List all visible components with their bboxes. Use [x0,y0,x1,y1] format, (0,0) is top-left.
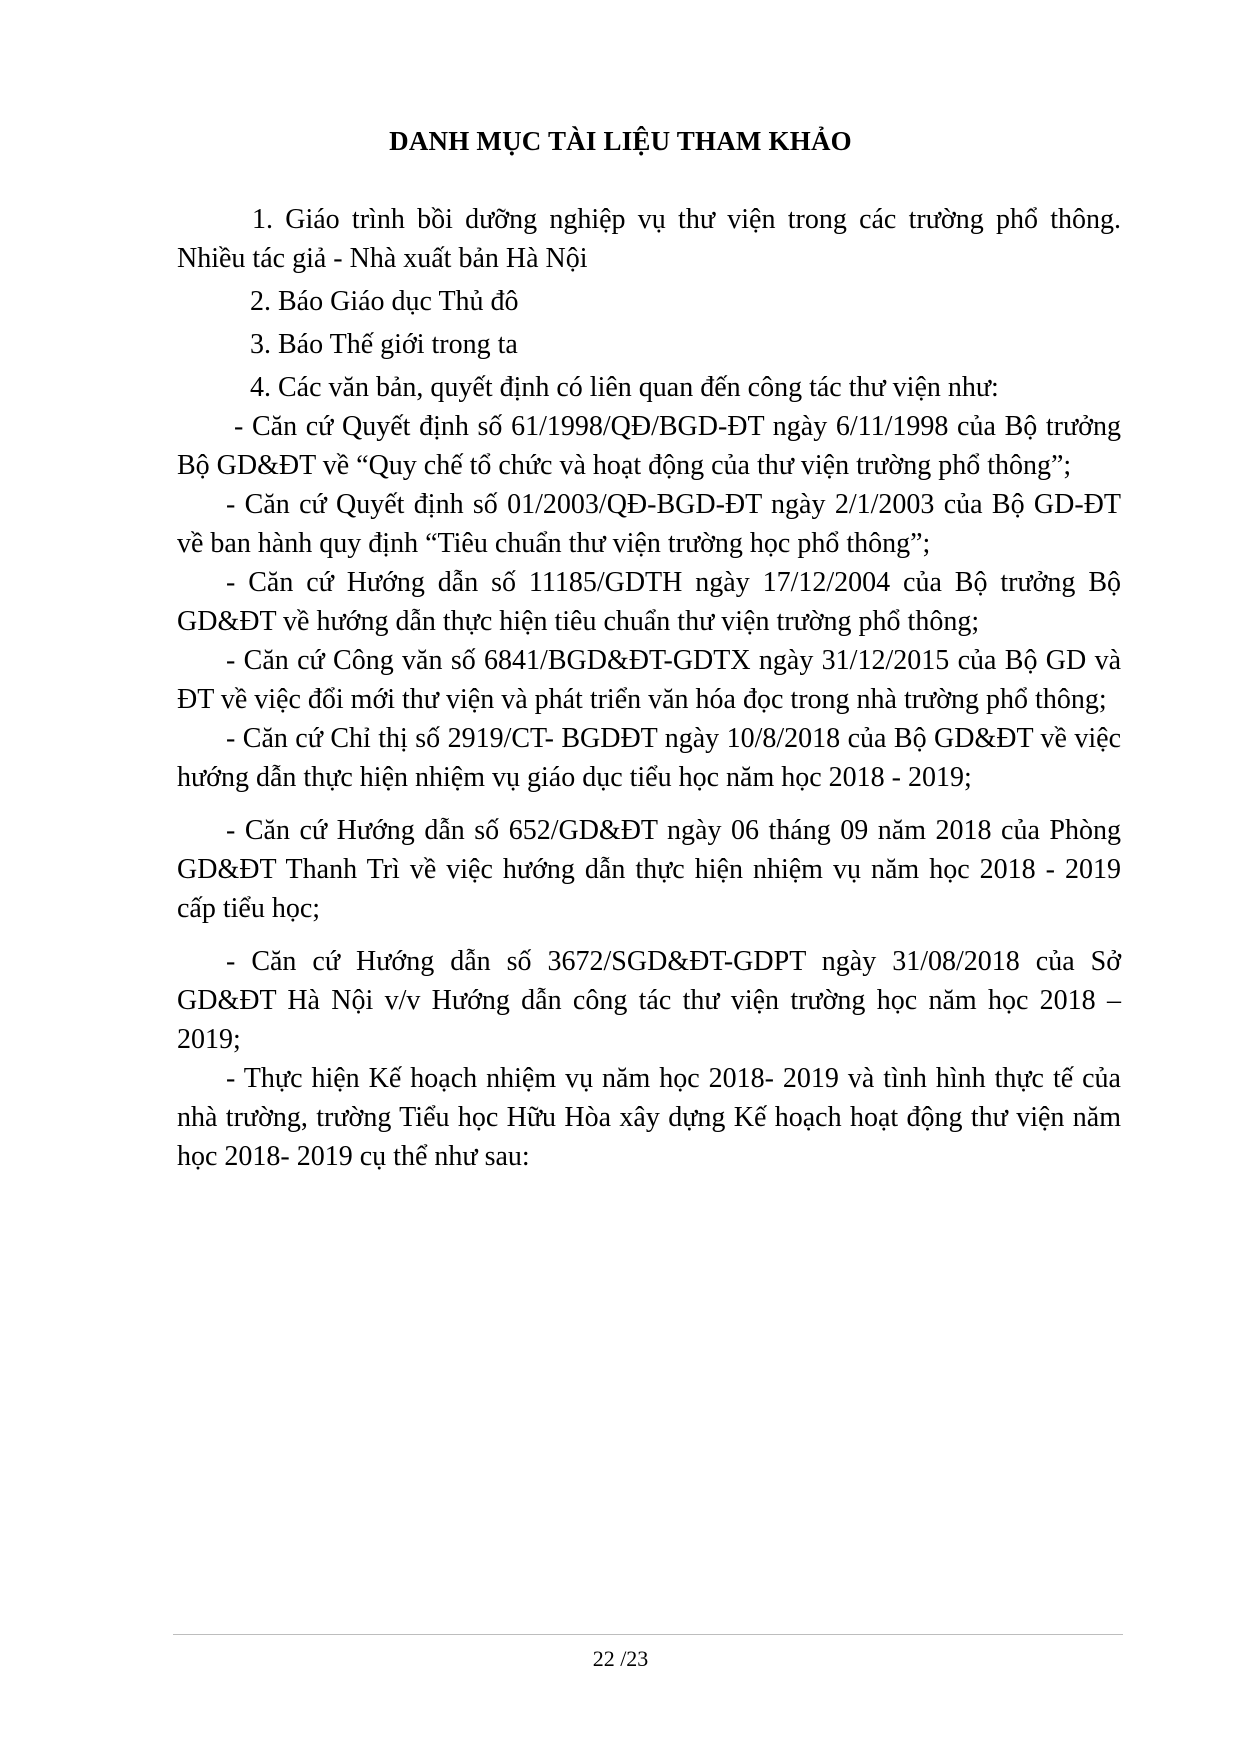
page-title: DANH MỤC TÀI LIỆU THAM KHẢO [389,126,852,156]
reference-item-4: 4. Các văn bản, quyết định có liên quan đến công tác thư viện như: [250,372,999,403]
legal-item-2: - Căn cứ Quyết định số 01/2003/QĐ-BGD-ĐT ngày 2/1/2003 của Bộ GD-ĐT về ban hành quy định “Tiêu chuẩn thư viện trường học phổ thông”; [177,489,1121,559]
reference-item-3: 3. Báo Thế giới trong ta [250,329,518,360]
document-body [177,200,1121,1176]
page-number: 22 /23 [592,1646,649,1671]
reference-item-2: 2. Báo Giáo dục Thủ đô [250,286,519,317]
legal-item-6: - Căn cứ Hướng dẫn số 652/GD&ĐT ngày 06 tháng 09 năm 2018 của Phòng GD&ĐT Thanh Trì về việc hướng dẫn thực hiện nhiệm vụ năm học 2018 - 2019 cấp tiểu học; [177,815,1121,924]
legal-item-8: - Thực hiện Kế hoạch nhiệm vụ năm học 2018- 2019 và tình hình thực tế của nhà trường, trường Tiểu học Hữu Hòa xây dựng Kế hoạch hoạt động thư viện năm học 2018- 2019 cụ thể như sau: [177,1063,1121,1172]
legal-item-5: - Căn cứ Chỉ thị số 2919/CT- BGDĐT ngày 10/8/2018 của Bộ GD&ĐT về việc hướng dẫn thực hiện nhiệm vụ giáo dục tiểu học năm học 2018 - 2019; [177,723,1121,793]
legal-item-1: - Căn cứ Quyết định số 61/1998/QĐ/BGD-ĐT ngày 6/11/1998 của Bộ trưởng Bộ GD&ĐT về “Quy chế tổ chức và hoạt động của thư viện trường phổ thông”; [177,411,1121,481]
footer-divider [173,1634,1123,1635]
legal-item-4: - Căn cứ Công văn số 6841/BGD&ĐT-GDTX ngày 31/12/2015 của Bộ GD và ĐT về việc đổi mới thư viện và phát triển văn hóa đọc trong nhà trường phổ thông; [177,645,1121,715]
reference-item-1: 1. Giáo trình bồi dưỡng nghiệp vụ thư viện trong các trường phổ thông. Nhiều tác giả - Nhà xuất bản Hà Nội [177,204,1121,274]
legal-item-7: - Căn cứ Hướng dẫn số 3672/SGD&ĐT-GDPT ngày 31/08/2018 của Sở GD&ĐT Hà Nội v/v Hướng dẫn công tác thư viện trường học năm học 2018 – 2019; [177,946,1121,1055]
legal-item-3: - Căn cứ Hướng dẫn số 11185/GDTH ngày 17/12/2004 của Bộ trưởng Bộ GD&ĐT về hướng dẫn thực hiện tiêu chuẩn thư viện trường phổ thông; [177,567,1121,637]
